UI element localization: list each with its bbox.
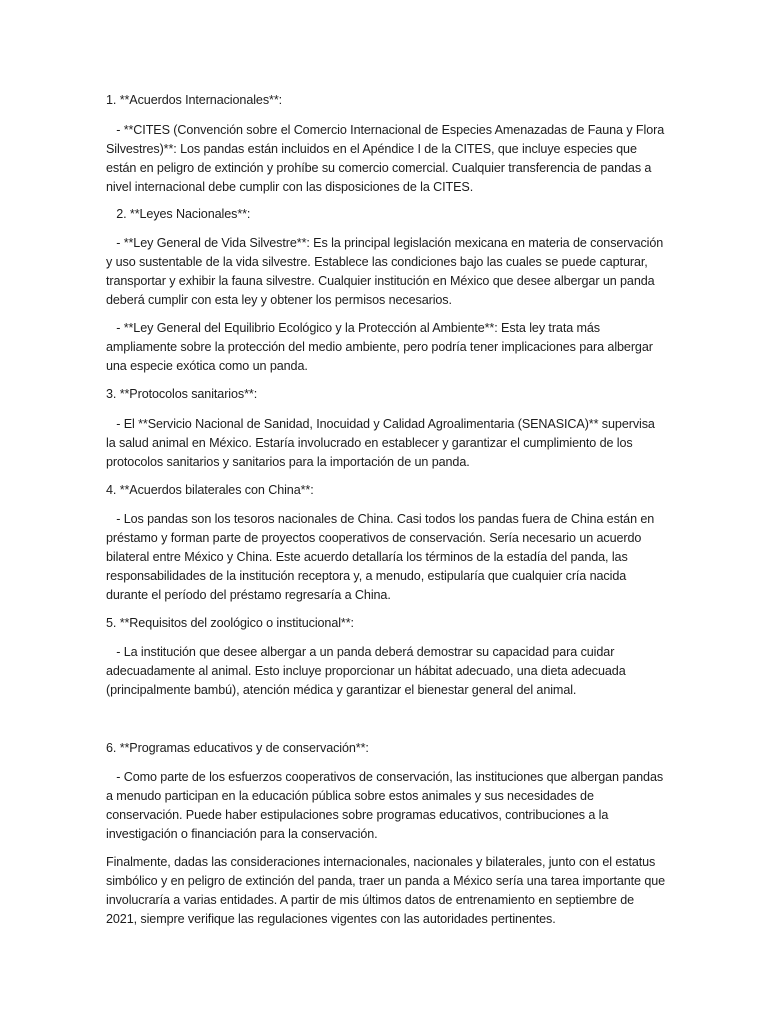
paragraph-conclusion: Finalmente, dadas las consideraciones internacionales, nacionales y bilaterales, junto con el estatus simbólico y en peligro de extinción del panda, traer un panda a México sería una tarea importante que involucraría a varias entidades. A partir de mis últimos datos de entrenamiento en septiembre de 2021, siempre verifique las regulaciones vigentes con las autoridades pertinentes. — [106, 855, 669, 926]
paragraph-esfuerzos-cooperativos: - Como parte de los esfuerzos cooperativos de conservación, las instituciones que albergan pandas a menudo participan en la educación pública sobre estos animales y sus necesidades de conservación. Puede haber estipulaciones sobre programas educativos, contribuciones a la investigación o financiación para la conservación. — [106, 770, 667, 841]
paragraph-cites: - **CITES (Convención sobre el Comercio Internacional de Especies Amenazadas de Fauna y Flora Silvestres)**: Los pandas están incluidos en el Apéndice I de la CITES, que incluye especies que están en peligro de extinción y prohíbe su comercio comercial. Cualquier transferencia de pandas a nivel internacional debe cumplir con las disposiciones de la CITES. — [106, 123, 668, 194]
paragraph-pandas-china: - Los pandas son los tesoros nacionales de China. Casi todos los pandas fuera de China están en préstamo y forman parte de proyectos cooperativos de conservación. Sería necesario un acuerdo bilateral entre México y China. Este acuerdo detallaría los términos de la estadía del panda, las responsabilidades de la institución receptora y, a menudo, estipularía que cualquier cría nacida durante el período del préstamo regresaría a China. — [106, 512, 658, 602]
heading-acuerdos-internacionales: 1. **Acuerdos Internacionales**: — [106, 93, 283, 107]
heading-leyes-nacionales: 2. **Leyes Nacionales**: — [106, 207, 251, 221]
paragraph-senasica: - El **Servicio Nacional de Sanidad, Inocuidad y Calidad Agroalimentaria (SENASICA)** supervisa la salud animal en México. Estaría involucrado en establecer y garantizar el cumplimiento de los protocolos sanitarios y sanitarios para la importación de un panda. — [106, 417, 659, 469]
heading-programas-educativos: 6. **Programas educativos y de conservación**: — [106, 741, 369, 755]
heading-protocolos-sanitarios: 3. **Protocolos sanitarios**: — [106, 387, 258, 401]
paragraph-ley-vida-silvestre: - **Ley General de Vida Silvestre**: Es la principal legislación mexicana en materia de conservación y uso sustentable de la vida silvestre. Establece las condiciones bajo las cuales se puede capturar, transportar y exhibir la fauna silvestre. Cualquier institución en México que desee albergar un panda deberá cumplir con esta ley y obtener los permisos necesarios. — [106, 236, 667, 307]
heading-requisitos-zoologico: 5. **Requisitos del zoológico o institucional**: — [106, 616, 354, 630]
heading-acuerdos-bilaterales: 4. **Acuerdos bilaterales con China**: — [106, 483, 314, 497]
paragraph-ley-equilibrio-ecologico: - **Ley General del Equilibrio Ecológico y la Protección al Ambiente**: Esta ley trata más ampliamente sobre la protección del medio ambiente, pero podría tener implicaciones para albergar una especie exótica como un panda. — [106, 321, 657, 373]
paragraph-institucion-cuidado: - La institución que desee albergar a un panda deberá demostrar su capacidad para cuidar adecuadamente al animal. Esto incluye proporcionar un hábitat adecuado, una dieta adecuada (principalmente bambú), atención médica y garantizar el bienestar general del animal. — [106, 645, 630, 697]
